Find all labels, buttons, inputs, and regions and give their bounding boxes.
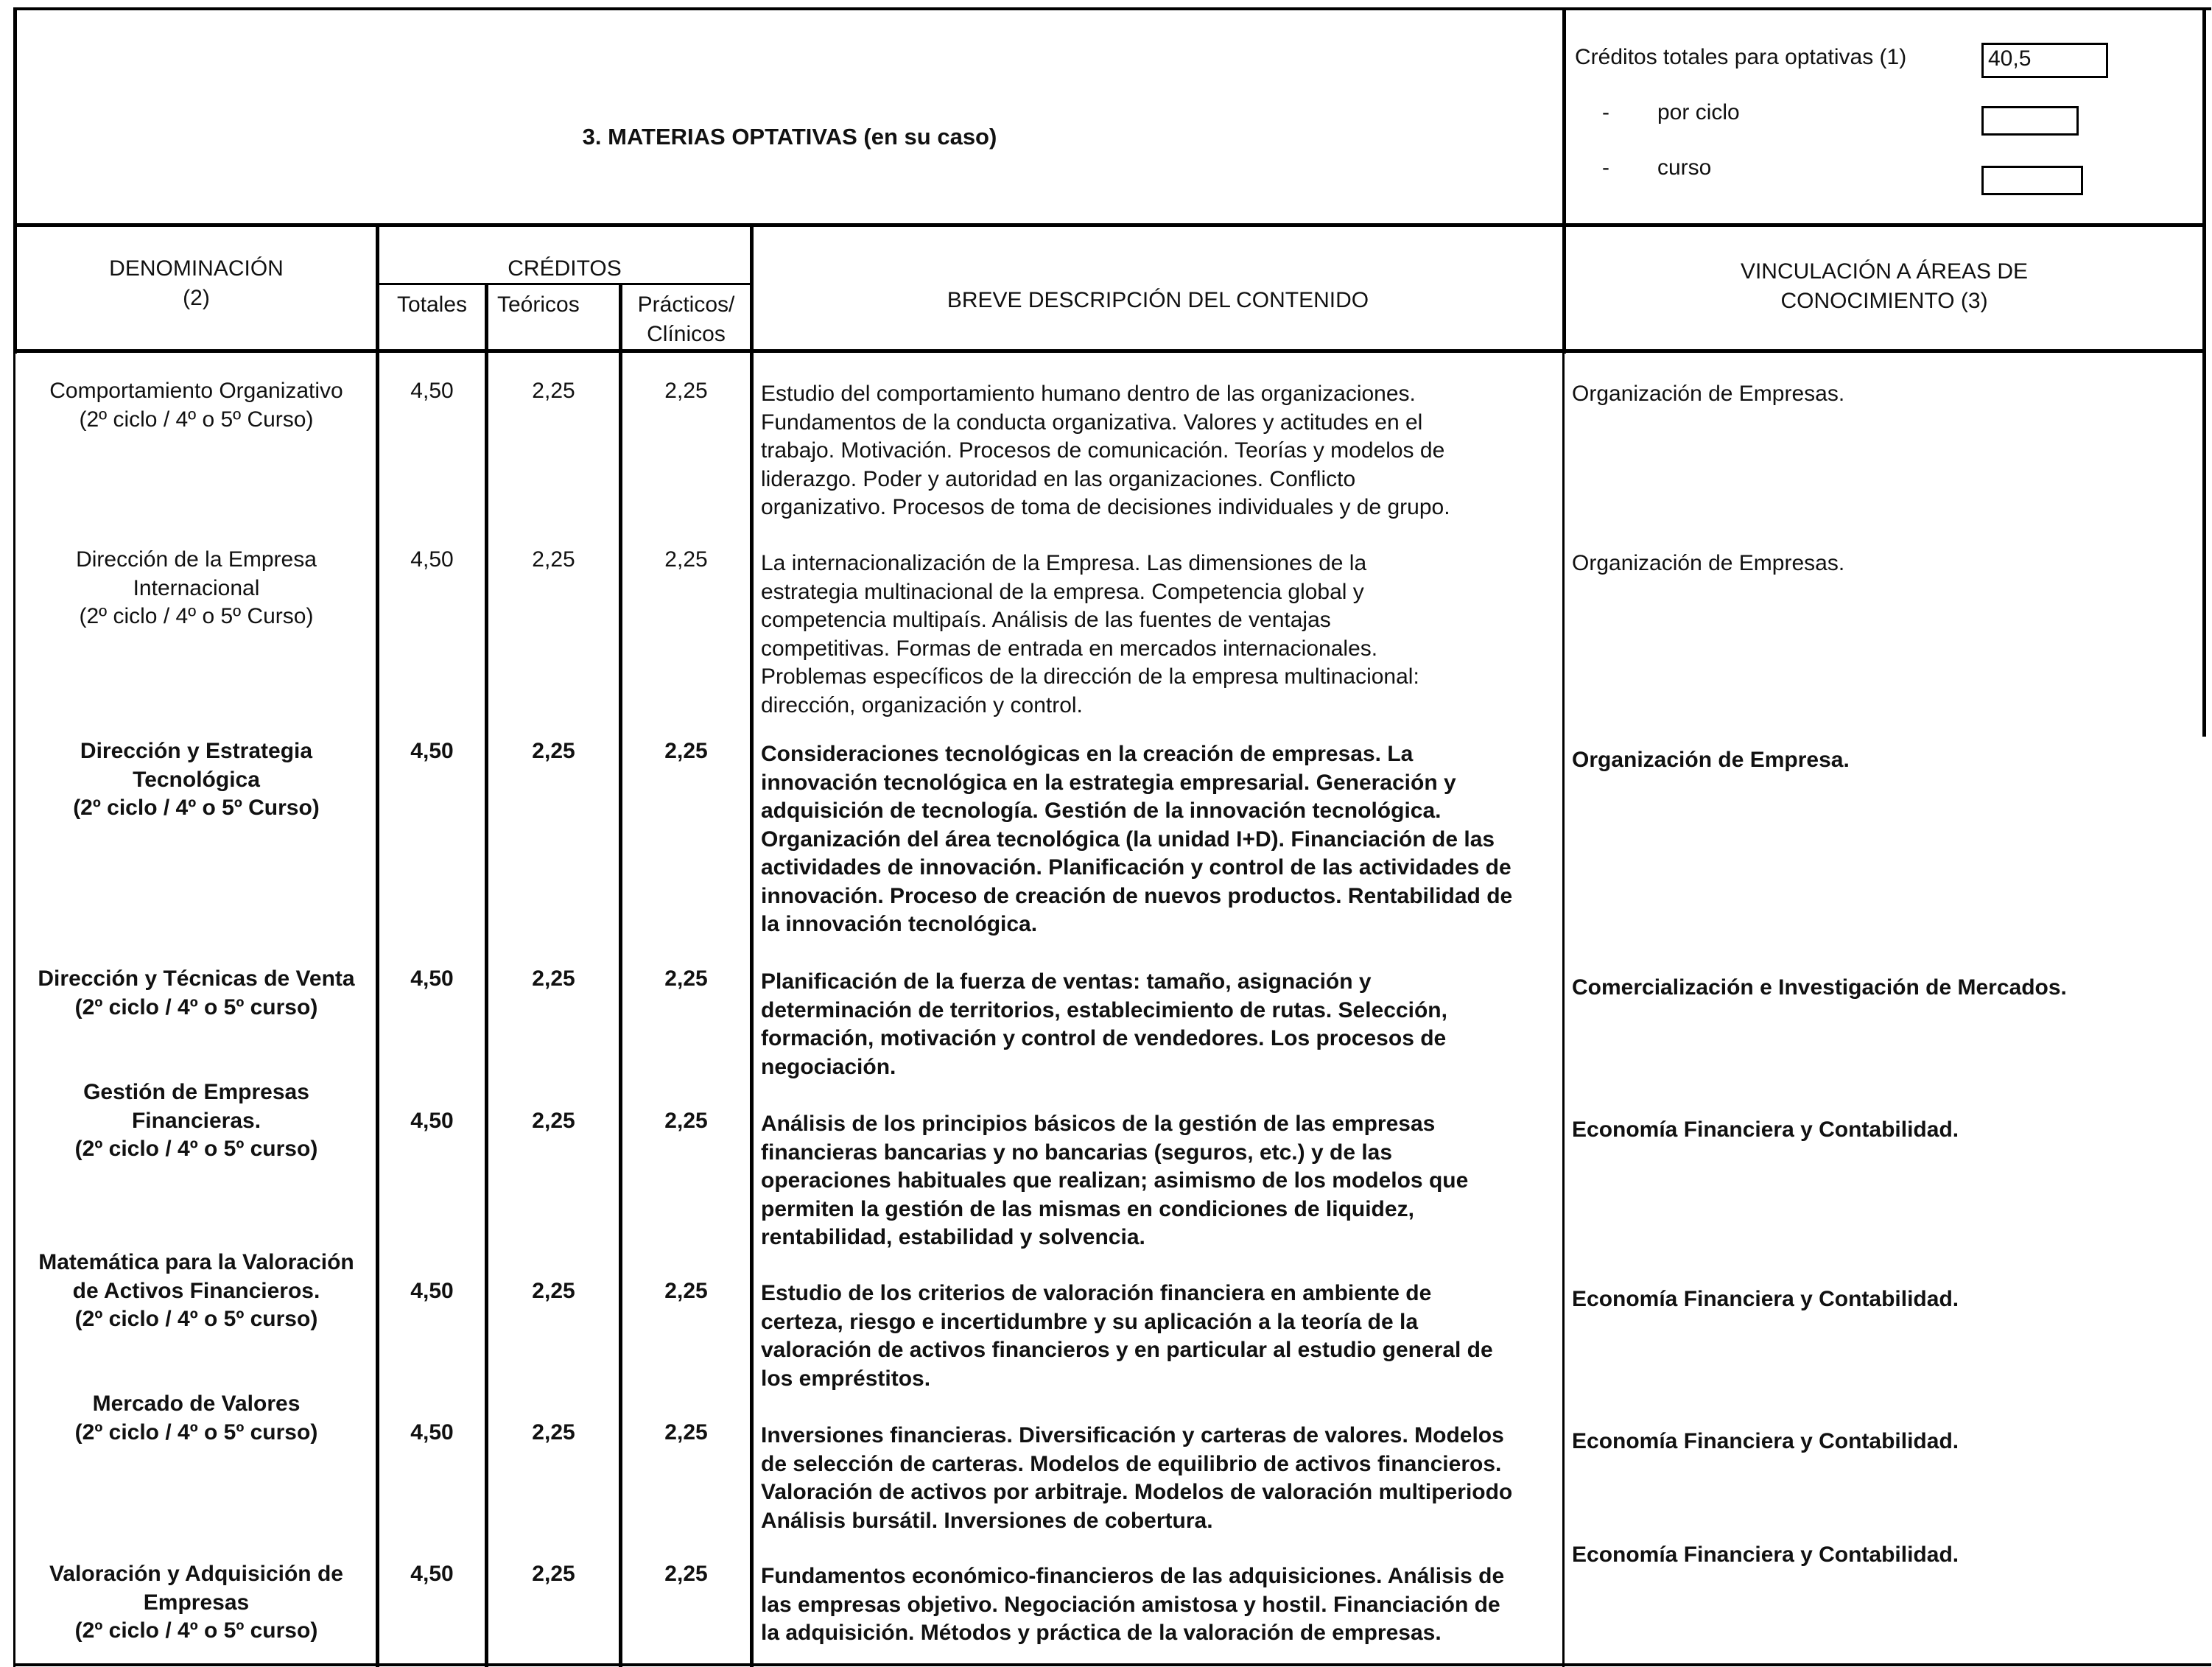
col-totales: Totales xyxy=(396,292,468,317)
description-line: La internacionalización de la Empresa. Las dimensiones de la xyxy=(761,551,1367,575)
subject-description xyxy=(761,1422,1562,1535)
por-ciclo-field[interactable] xyxy=(1981,106,2079,136)
description-line: valoración de activos financieros y en particular al estudio general de xyxy=(761,1338,1493,1362)
credit-practicos: 2,25 xyxy=(664,379,708,403)
subject-name-line: Dirección y Técnicas de Venta xyxy=(38,966,355,991)
knowledge-area: Economía Financiera y Contabilidad. xyxy=(1572,1429,1959,1453)
description-line: actividades de innovación. Planificación y control de las actividades de xyxy=(761,855,1511,880)
credit-teoricos: 2,25 xyxy=(532,1109,575,1133)
subject-name-line: Internacional xyxy=(133,575,260,600)
credit-totales: 4,50 xyxy=(410,379,454,403)
credit-totales: 4,50 xyxy=(410,1279,454,1303)
subject-name-line: Tecnológica xyxy=(133,767,260,792)
credit-practicos: 2,25 xyxy=(664,1109,708,1133)
description-line: Organización del área tecnológica (la unidad I+D). Financiación de las xyxy=(761,827,1495,852)
credit-teoricos: 2,25 xyxy=(532,547,575,572)
credit-practicos: 2,25 xyxy=(664,1420,708,1445)
description-line: competencia multipaís. Análisis de las fuentes de ventajas xyxy=(761,608,1331,632)
subject-name-line: (2º ciclo / 4º o 5º curso) xyxy=(74,1419,318,1445)
subject-name xyxy=(17,1078,376,1164)
description-line: trabajo. Motivación. Procesos de comunicación. Teorías y modelos de xyxy=(761,438,1445,463)
subject-description xyxy=(761,380,1562,522)
description-line: los empréstitos. xyxy=(761,1366,931,1391)
subject-name-line: de Activos Financieros. xyxy=(72,1278,320,1303)
subject-name xyxy=(17,1560,376,1646)
curso-dash: - xyxy=(1602,155,1609,180)
knowledge-area: Organización de Empresas. xyxy=(1572,551,1845,575)
description-line: Consideraciones tecnológicas en la creación de empresas. La xyxy=(761,742,1414,766)
knowledge-area: Organización de Empresas. xyxy=(1572,382,1845,406)
col-denominacion-note: (2) xyxy=(183,286,210,310)
credit-teoricos: 2,25 xyxy=(532,1562,575,1586)
subject-name-line: (2º ciclo / 4º o 5º curso) xyxy=(74,1618,318,1643)
description-line: la innovación tecnológica. xyxy=(761,912,1038,936)
header-bottom-border xyxy=(13,223,2206,227)
body-left-border xyxy=(13,354,15,1667)
col-practicos xyxy=(622,290,750,349)
subject-description xyxy=(761,1110,1562,1252)
knowledge-area: Economía Financiera y Contabilidad. xyxy=(1572,1287,1959,1311)
subject-description xyxy=(761,1280,1562,1393)
description-line: estrategia multinacional de la empresa. Competencia global y xyxy=(761,579,1364,604)
description-line: de selección de carteras. Modelos de equilibrio de activos financieros. xyxy=(761,1451,1502,1476)
subject-description xyxy=(761,968,1562,1081)
description-line: Análisis de los principios básicos de la gestión de las empresas xyxy=(761,1112,1436,1136)
subject-name-line: (2º ciclo / 4º o 5º Curso) xyxy=(79,407,314,432)
credit-teoricos: 2,25 xyxy=(532,1279,575,1303)
description-line: Fundamentos económico-financieros de las adquisiciones. Análisis de xyxy=(761,1564,1505,1588)
subject-name xyxy=(17,546,376,631)
credit-totales: 4,50 xyxy=(410,1562,454,1586)
subject-name-line: Comportamiento Organizativo xyxy=(49,379,343,403)
subject-name-line: (2º ciclo / 4º o 5º Curso) xyxy=(79,604,314,628)
subject-name-line: (2º ciclo / 4º o 5º Curso) xyxy=(73,796,320,820)
frame-top-border xyxy=(13,7,2211,10)
subject-description xyxy=(761,550,1562,720)
subject-description xyxy=(761,1562,1562,1648)
description-line: rentabilidad, estabilidad y solvencia. xyxy=(761,1225,1145,1249)
description-line: determinación de territorios, establecimiento de rutas. Selección, xyxy=(761,997,1447,1022)
description-line: la adquisición. Métodos y práctica de la valoración de empresas. xyxy=(761,1621,1442,1645)
description-line: financieras bancarias y no bancarias (seguros, etc.) y de las xyxy=(761,1140,1393,1165)
description-line: permiten la gestión de las mismas en condiciones de liquidez, xyxy=(761,1196,1414,1221)
description-line: innovación. Proceso de creación de nuevos productos. Rentabilidad de xyxy=(761,883,1513,908)
description-line: dirección, organización y control. xyxy=(761,692,1083,717)
knowledge-area: Economía Financiera y Contabilidad. xyxy=(1572,1543,1959,1567)
curso-field[interactable] xyxy=(1981,166,2083,195)
description-line: Estudio del comportamiento humano dentro de las organizaciones. xyxy=(761,382,1416,406)
credit-teoricos: 2,25 xyxy=(532,1420,575,1445)
credit-practicos: 2,25 xyxy=(664,739,708,763)
description-line: Valoración de activos por arbitraje. Modelos de valoración multiperiodo xyxy=(761,1480,1513,1504)
credit-teoricos: 2,25 xyxy=(532,966,575,991)
description-line: formación, motivación y control de vendedores. Los procesos de xyxy=(761,1026,1447,1050)
col-practicos-label: Prácticos/ xyxy=(637,292,735,317)
description-line: Problemas específicos de la dirección de la empresa multinacional: xyxy=(761,664,1419,689)
col-clinicos-label: Clínicos xyxy=(647,322,726,346)
description-line: organizativo. Procesos de toma de decisiones individuales y de grupo. xyxy=(761,495,1450,519)
col-teoricos: Teóricos xyxy=(497,292,580,317)
col-sep-desc xyxy=(1562,354,1565,1667)
credit-totales: 4,50 xyxy=(410,739,454,763)
subject-name-line: Valoración y Adquisición de xyxy=(49,1562,343,1586)
description-line: adquisición de tecnología. Gestión de la innovación tecnológica. xyxy=(761,799,1442,823)
credit-teoricos: 2,25 xyxy=(532,739,575,763)
subject-name xyxy=(17,1249,376,1334)
subject-name-line: Matemática para la Valoración xyxy=(38,1250,354,1274)
knowledge-area: Comercialización e Investigación de Mercados. xyxy=(1572,975,2067,1000)
knowledge-area: Organización de Empresa. xyxy=(1572,748,1850,772)
description-line: negociación. xyxy=(761,1054,896,1079)
subject-name-line: (2º ciclo / 4º o 5º curso) xyxy=(74,1307,318,1331)
knowledge-area: Economía Financiera y Contabilidad. xyxy=(1572,1117,1959,1142)
section-title: 3. MATERIAS OPTATIVAS (en su caso) xyxy=(582,124,997,150)
credit-practicos: 2,25 xyxy=(664,547,708,572)
description-line: Análisis bursátil. Inversiones de cobertura. xyxy=(761,1508,1213,1533)
subject-name-line: (2º ciclo / 4º o 5º curso) xyxy=(74,1137,318,1161)
por-ciclo-label: por ciclo xyxy=(1657,100,1740,124)
description-line: Estudio de los criterios de valoración financiera en ambiente de xyxy=(761,1281,1432,1305)
credit-totales: 4,50 xyxy=(410,966,454,991)
col-sep-practicos xyxy=(750,223,754,1667)
credit-totales: 4,50 xyxy=(410,1109,454,1133)
subject-name-line: Dirección de la Empresa xyxy=(76,547,317,572)
credit-practicos: 2,25 xyxy=(664,1279,708,1303)
description-line: certeza, riesgo e incertidumbre y su aplicación a la teoría de la xyxy=(761,1309,1419,1334)
subject-name-line: Dirección y Estrategia xyxy=(80,739,313,763)
subject-name-line: Empresas xyxy=(143,1590,250,1615)
credit-practicos: 2,25 xyxy=(664,966,708,991)
col-creditos: CRÉDITOS xyxy=(508,256,622,281)
description-line: competitivas. Formas de entrada en mercados internacionales. xyxy=(761,636,1378,661)
por-ciclo-dash: - xyxy=(1602,100,1609,124)
description-line: liderazgo. Poder y autoridad en las organizaciones. Conflicto xyxy=(761,466,1356,491)
creditos-totales-label: Créditos totales para optativas (1) xyxy=(1575,45,1907,69)
subject-name-line: Financieras. xyxy=(131,1108,261,1133)
credit-teoricos: 2,25 xyxy=(532,379,575,403)
subject-description xyxy=(761,740,1562,939)
credit-practicos: 2,25 xyxy=(664,1562,708,1586)
col-denominacion xyxy=(17,254,376,313)
frame-right-border xyxy=(2202,7,2206,737)
credit-totales: 4,50 xyxy=(410,1420,454,1445)
subject-name-line: (2º ciclo / 4º o 5º curso) xyxy=(74,994,318,1019)
description-line: Fundamentos de la conducta organizativa. Valores y actitudes en el xyxy=(761,410,1423,435)
subject-name xyxy=(17,737,376,823)
subject-name xyxy=(17,377,376,434)
curso-label: curso xyxy=(1657,155,1712,180)
col-vinculacion xyxy=(1566,257,2202,316)
subject-name-line: Gestión de Empresas xyxy=(83,1080,309,1104)
creditos-totales-field[interactable]: 40,5 xyxy=(1981,43,2108,78)
subject-name-line: Mercado de Valores xyxy=(92,1391,301,1416)
col-descripcion: BREVE DESCRIPCIÓN DEL CONTENIDO xyxy=(947,288,1369,312)
description-line: innovación tecnológica en la estrategia empresarial. Generación y xyxy=(761,770,1456,795)
col-vinculacion-line2: CONOCIMIENTO (3) xyxy=(1780,289,1988,313)
col-vinculacion-line1: VINCULACIÓN A ÁREAS DE xyxy=(1740,259,2029,284)
col-sep-name xyxy=(376,223,379,1667)
description-line: Planificación de la fuerza de ventas: tamaño, asignación y xyxy=(761,969,1372,994)
credit-totales: 4,50 xyxy=(410,547,454,572)
body-bottom-border xyxy=(13,1663,2211,1666)
col-denominacion-label: DENOMINACIÓN xyxy=(109,256,284,281)
description-line: operaciones habituales que realizan; asimismo de los modelos que xyxy=(761,1168,1469,1193)
subject-name xyxy=(17,965,376,1022)
colheader-bottom-border xyxy=(13,349,2206,353)
description-line: Inversiones financieras. Diversificación y carteras de valores. Modelos xyxy=(761,1423,1504,1447)
description-line: las empresas objetivo. Negociación amistosa y hostil. Financiación de xyxy=(761,1592,1500,1617)
subject-name xyxy=(17,1390,376,1447)
